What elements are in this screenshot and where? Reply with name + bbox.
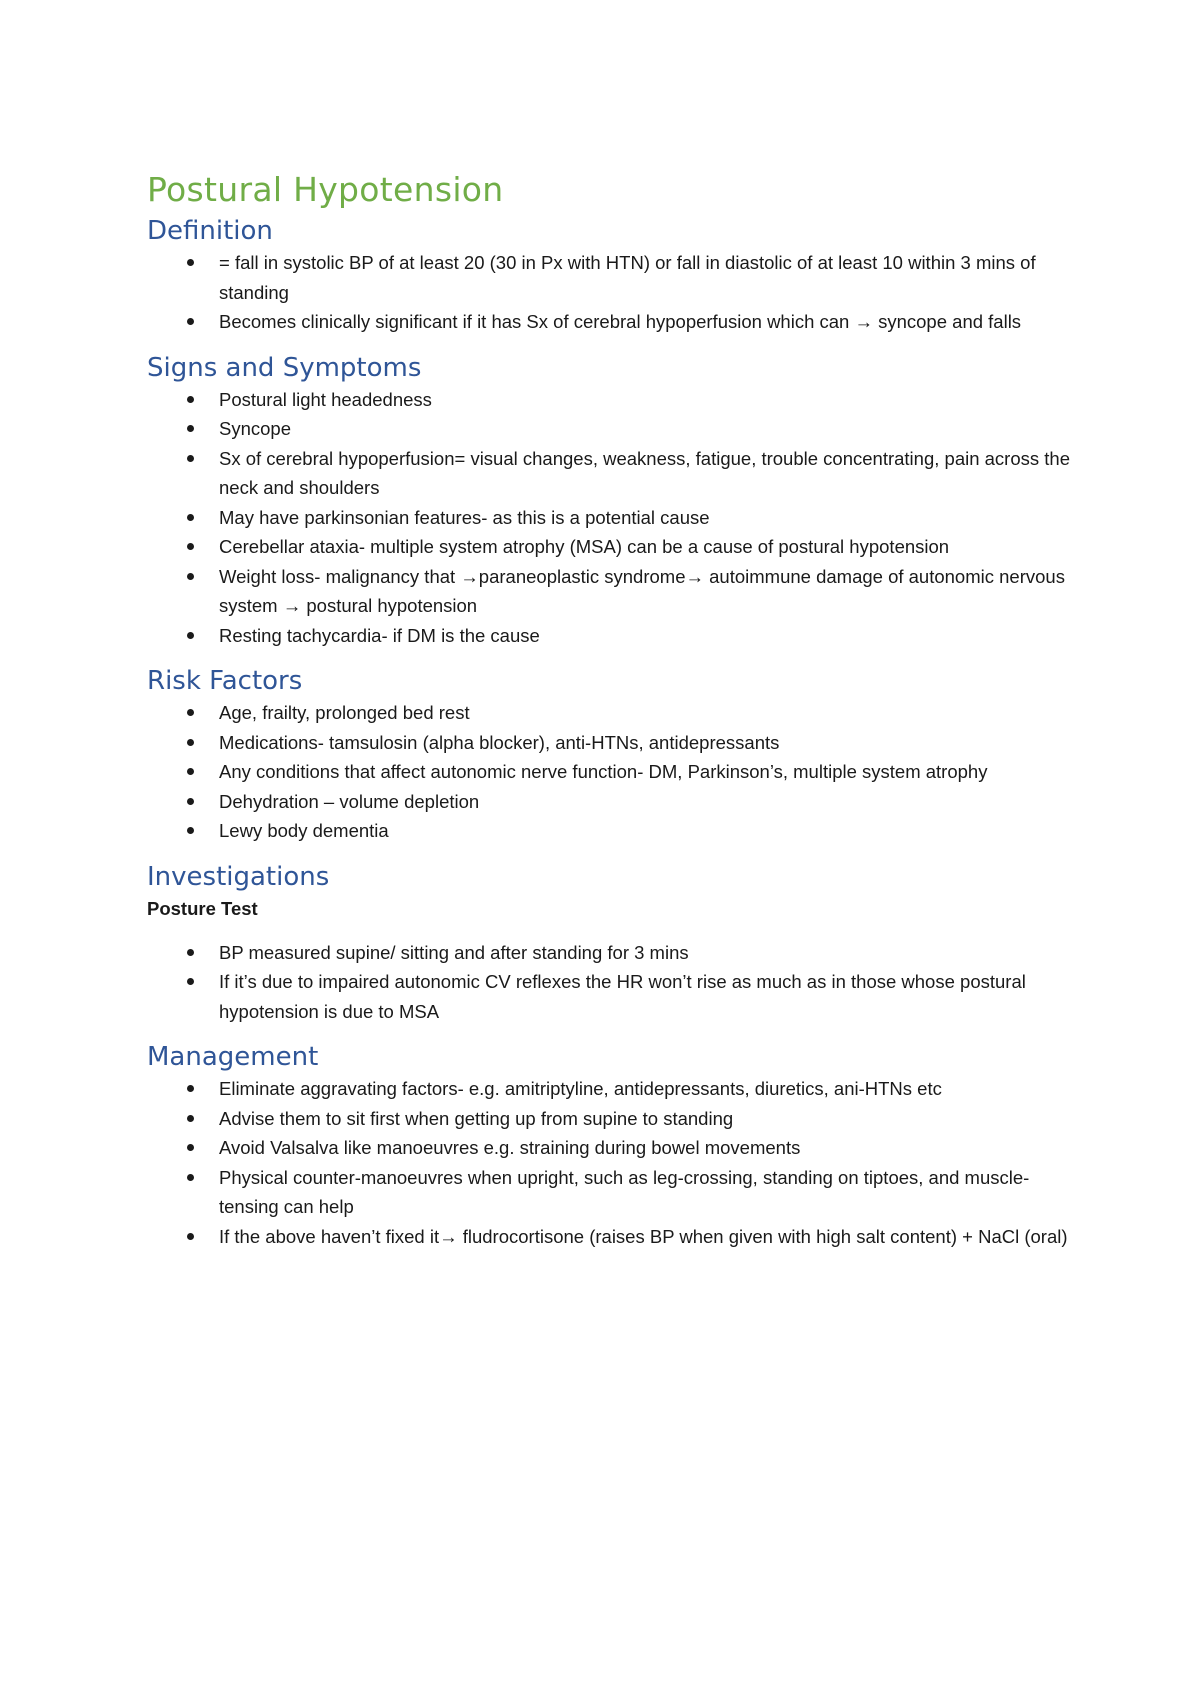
bullet-icon [187,978,194,985]
list-item: Lewy body dementia [147,816,1087,846]
bullet-icon [187,455,194,462]
investigations-heading: Investigations [147,861,330,892]
bullet-icon [187,632,194,639]
list-item: Cerebellar ataxia- multiple system atrophy (MSA) can be a cause of postural hypotension [147,532,1087,562]
list-item: Becomes clinically significant if it has Sx of cerebral hypoperfusion which can → syncope and falls [147,307,1087,337]
bullet-icon [187,573,194,580]
bullet-icon [187,514,194,521]
list-item: = fall in systolic BP of at least 20 (30 in Px with HTN) or fall in diastolic of at least 10 within 3 mins of standing [147,248,1087,307]
signs-heading: Signs and Symptoms [147,352,422,383]
list-item: If the above haven’t fixed it→ fludrocortisone (raises BP when given with high salt content) + NaCl (oral) [147,1222,1087,1252]
bullet-icon [187,739,194,746]
bullet-icon [187,1085,194,1092]
list-item: May have parkinsonian features- as this is a potential cause [147,503,1087,533]
bullet-icon [187,425,194,432]
bullet-icon [187,259,194,266]
list-item: Any conditions that affect autonomic nerve function- DM, Parkinson’s, multiple system atrophy [147,757,1087,787]
bullet-icon [187,949,194,956]
bullet-icon [187,1115,194,1122]
page-title: Postural Hypotension [147,170,504,209]
list-item: Weight loss- malignancy that →paraneoplastic syndrome→ autoimmune damage of autonomic nervous system → postural hypotension [147,562,1087,621]
risk-factors-list [147,698,1087,846]
definition-heading: Definition [147,216,273,246]
list-item: If it’s due to impaired autonomic CV reflexes the HR won’t rise as much as in those whose postural hypotension is due to MSA [147,967,1087,1026]
list-item: Syncope [147,414,1087,444]
bullet-icon [187,768,194,775]
document-content [147,168,1087,1251]
bullet-icon [187,827,194,834]
list-item: Resting tachycardia- if DM is the cause [147,621,1087,651]
list-item: Sx of cerebral hypoperfusion= visual changes, weakness, fatigue, trouble concentrating, pain across the neck and shoulders [147,444,1087,503]
investigations-list [147,938,1087,1027]
definition-list [147,248,1087,337]
list-item: Postural light headedness [147,385,1087,415]
posture-test-subheading: Posture Test [147,897,258,919]
signs-list [147,385,1087,651]
bullet-icon [187,1174,194,1181]
list-item: Avoid Valsalva like manoeuvres e.g. straining during bowel movements [147,1133,1087,1163]
list-item: Age, frailty, prolonged bed rest [147,698,1087,728]
bullet-icon [187,543,194,550]
list-item: Medications- tamsulosin (alpha blocker), anti-HTNs, antidepressants [147,728,1087,758]
bullet-icon [187,1144,194,1151]
management-list [147,1074,1087,1251]
bullet-icon [187,318,194,325]
list-item: Dehydration – volume depletion [147,787,1087,817]
management-heading: Management [147,1042,319,1072]
list-item: Advise them to sit first when getting up from supine to standing [147,1104,1087,1134]
bullet-icon [187,798,194,805]
bullet-icon [187,709,194,716]
risk-factors-heading: Risk Factors [147,666,303,696]
bullet-icon [187,1233,194,1240]
bullet-icon [187,396,194,403]
list-item: Eliminate aggravating factors- e.g. amitriptyline, antidepressants, diuretics, ani-HTNs etc [147,1074,1087,1104]
list-item: Physical counter-manoeuvres when upright, such as leg-crossing, standing on tiptoes, and muscle-tensing can help [147,1163,1087,1222]
list-item: BP measured supine/ sitting and after standing for 3 mins [147,938,1087,968]
